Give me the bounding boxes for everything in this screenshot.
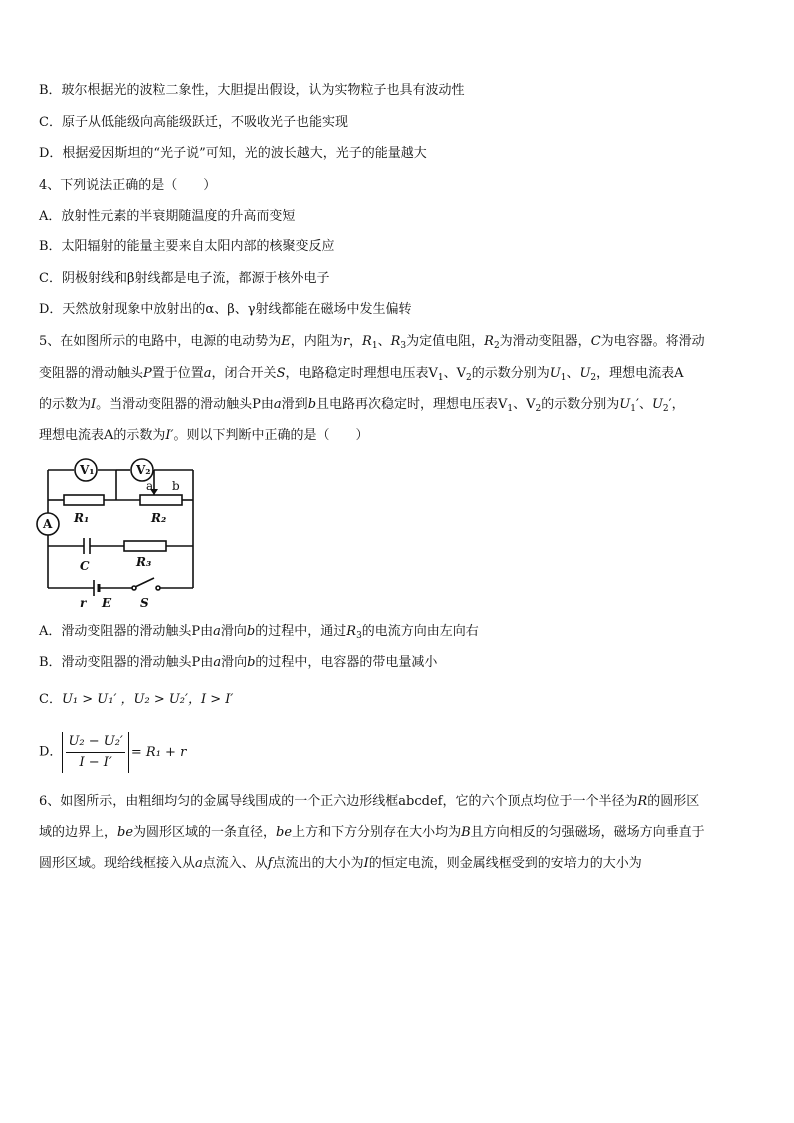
- label-v2: V₂: [136, 463, 151, 477]
- switch-blade: [135, 578, 154, 587]
- option-d-abs-fraction: $\frac{\text{U₂ − U₂′}}{I - I'}$: [62, 732, 128, 773]
- q5-stem-line4: 理想电流表A的示数为I′。则以下判断中正确的是（ ）: [39, 428, 369, 443]
- resistor-r2-symbol: [140, 495, 182, 505]
- q5-option-c: C．U₁ > U₁′ ，U₂ > U₂′，I > I′: [39, 692, 234, 707]
- q6-stem-line2: 域的边界上，be为圆形区域的一条直径，be上方和下方分别存在大小均为B且方向相反的匀强磁场，磁场方向垂直于: [39, 825, 705, 840]
- label-e: E: [102, 596, 112, 610]
- label-v1: V₁: [80, 463, 95, 477]
- q4-option-d: D．天然放射现象中放射出的α、β、γ射线都能在磁场中发生偏转: [39, 302, 412, 317]
- option-c-expression: U₁ > U₁′ ，U₂ > U₂′，I > I′: [61, 692, 234, 707]
- label-s: S: [140, 596, 149, 610]
- q5-option-d: D． $\frac{\text{U₂ − U₂′}}{I - I'}$ = R₁ + r: [39, 732, 186, 773]
- circuit-diagram: [36, 458, 198, 610]
- q5-stem-line2: 变阻器的滑动触头P置于位置a，闭合开关S，电路稳定时理想电压表$V_1$、$V_2$的示数分别为$U_1$、$U_2$，理想电流表A: [39, 366, 684, 383]
- q5-option-a: A．滑动变阻器的滑动触头P由a滑向b的过程中，通过$R_3$的电流方向由左向右: [39, 624, 479, 641]
- q6-stem-line1: 6、如图所示，由粗细均匀的金属导线围成的一个正六边形线框abcdef，它的六个顶点均位于一个半径为R的圆形区: [39, 794, 700, 809]
- label-r2: R₂: [151, 511, 167, 525]
- label-r1: R₁: [74, 511, 90, 525]
- q4-option-c: C．阴极射线和β射线都是电子流，都源于核外电子: [39, 271, 330, 286]
- resistor-r3-symbol: [124, 541, 166, 551]
- q3-option-d: D．根据爱因斯坦的“光子说”可知，光的波长越大，光子的能量越大: [39, 146, 427, 161]
- label-a: A: [43, 517, 53, 531]
- q5-option-b: B．滑动变阻器的滑动触头P由a滑向b的过程中，电容器的带电量减小: [39, 655, 438, 670]
- label-a-position: a: [146, 479, 154, 493]
- q3-option-c: C．原子从低能级向高能级跃迁，不吸收光子也能实现: [39, 115, 348, 130]
- q5-stem-line3: 的示数为I。当滑动变阻器的滑动触头P由a滑到b且电路再次稳定时，理想电压表$V_1$、$V_2$的示数分别为$U_1'$、$U_2'$，: [39, 397, 685, 414]
- q4-option-a: A．放射性元素的半衰期随温度的升高而变短: [39, 209, 296, 224]
- q4-option-b: B．太阳辐射的能量主要来自太阳内部的核聚变反应: [39, 239, 335, 254]
- resistor-r1-symbol: [64, 495, 104, 505]
- q5-stem-line1: 5、在如图所示的电路中，电源的电动势为E，内阻为r，$R_1$、$R_3$为定值电阻，$R_2$为滑动变阻器，C为电容器。将滑动: [39, 334, 705, 351]
- switch-terminal-right: [156, 586, 160, 590]
- label-r3: R₃: [136, 555, 152, 569]
- label-r: r: [80, 596, 87, 610]
- q4-stem: 4、下列说法正确的是（ ）: [39, 178, 217, 193]
- q3-option-b: B．玻尔根据光的波粒二象性，大胆提出假设，认为实物粒子也具有波动性: [39, 83, 465, 98]
- label-b-position: b: [172, 479, 180, 493]
- q6-stem-line3: 圆形区域。现给线框接入从a点流入、从f点流出的大小为I的恒定电流，则金属线框受到的安培力的大小为: [39, 856, 642, 871]
- label-c: C: [80, 559, 90, 573]
